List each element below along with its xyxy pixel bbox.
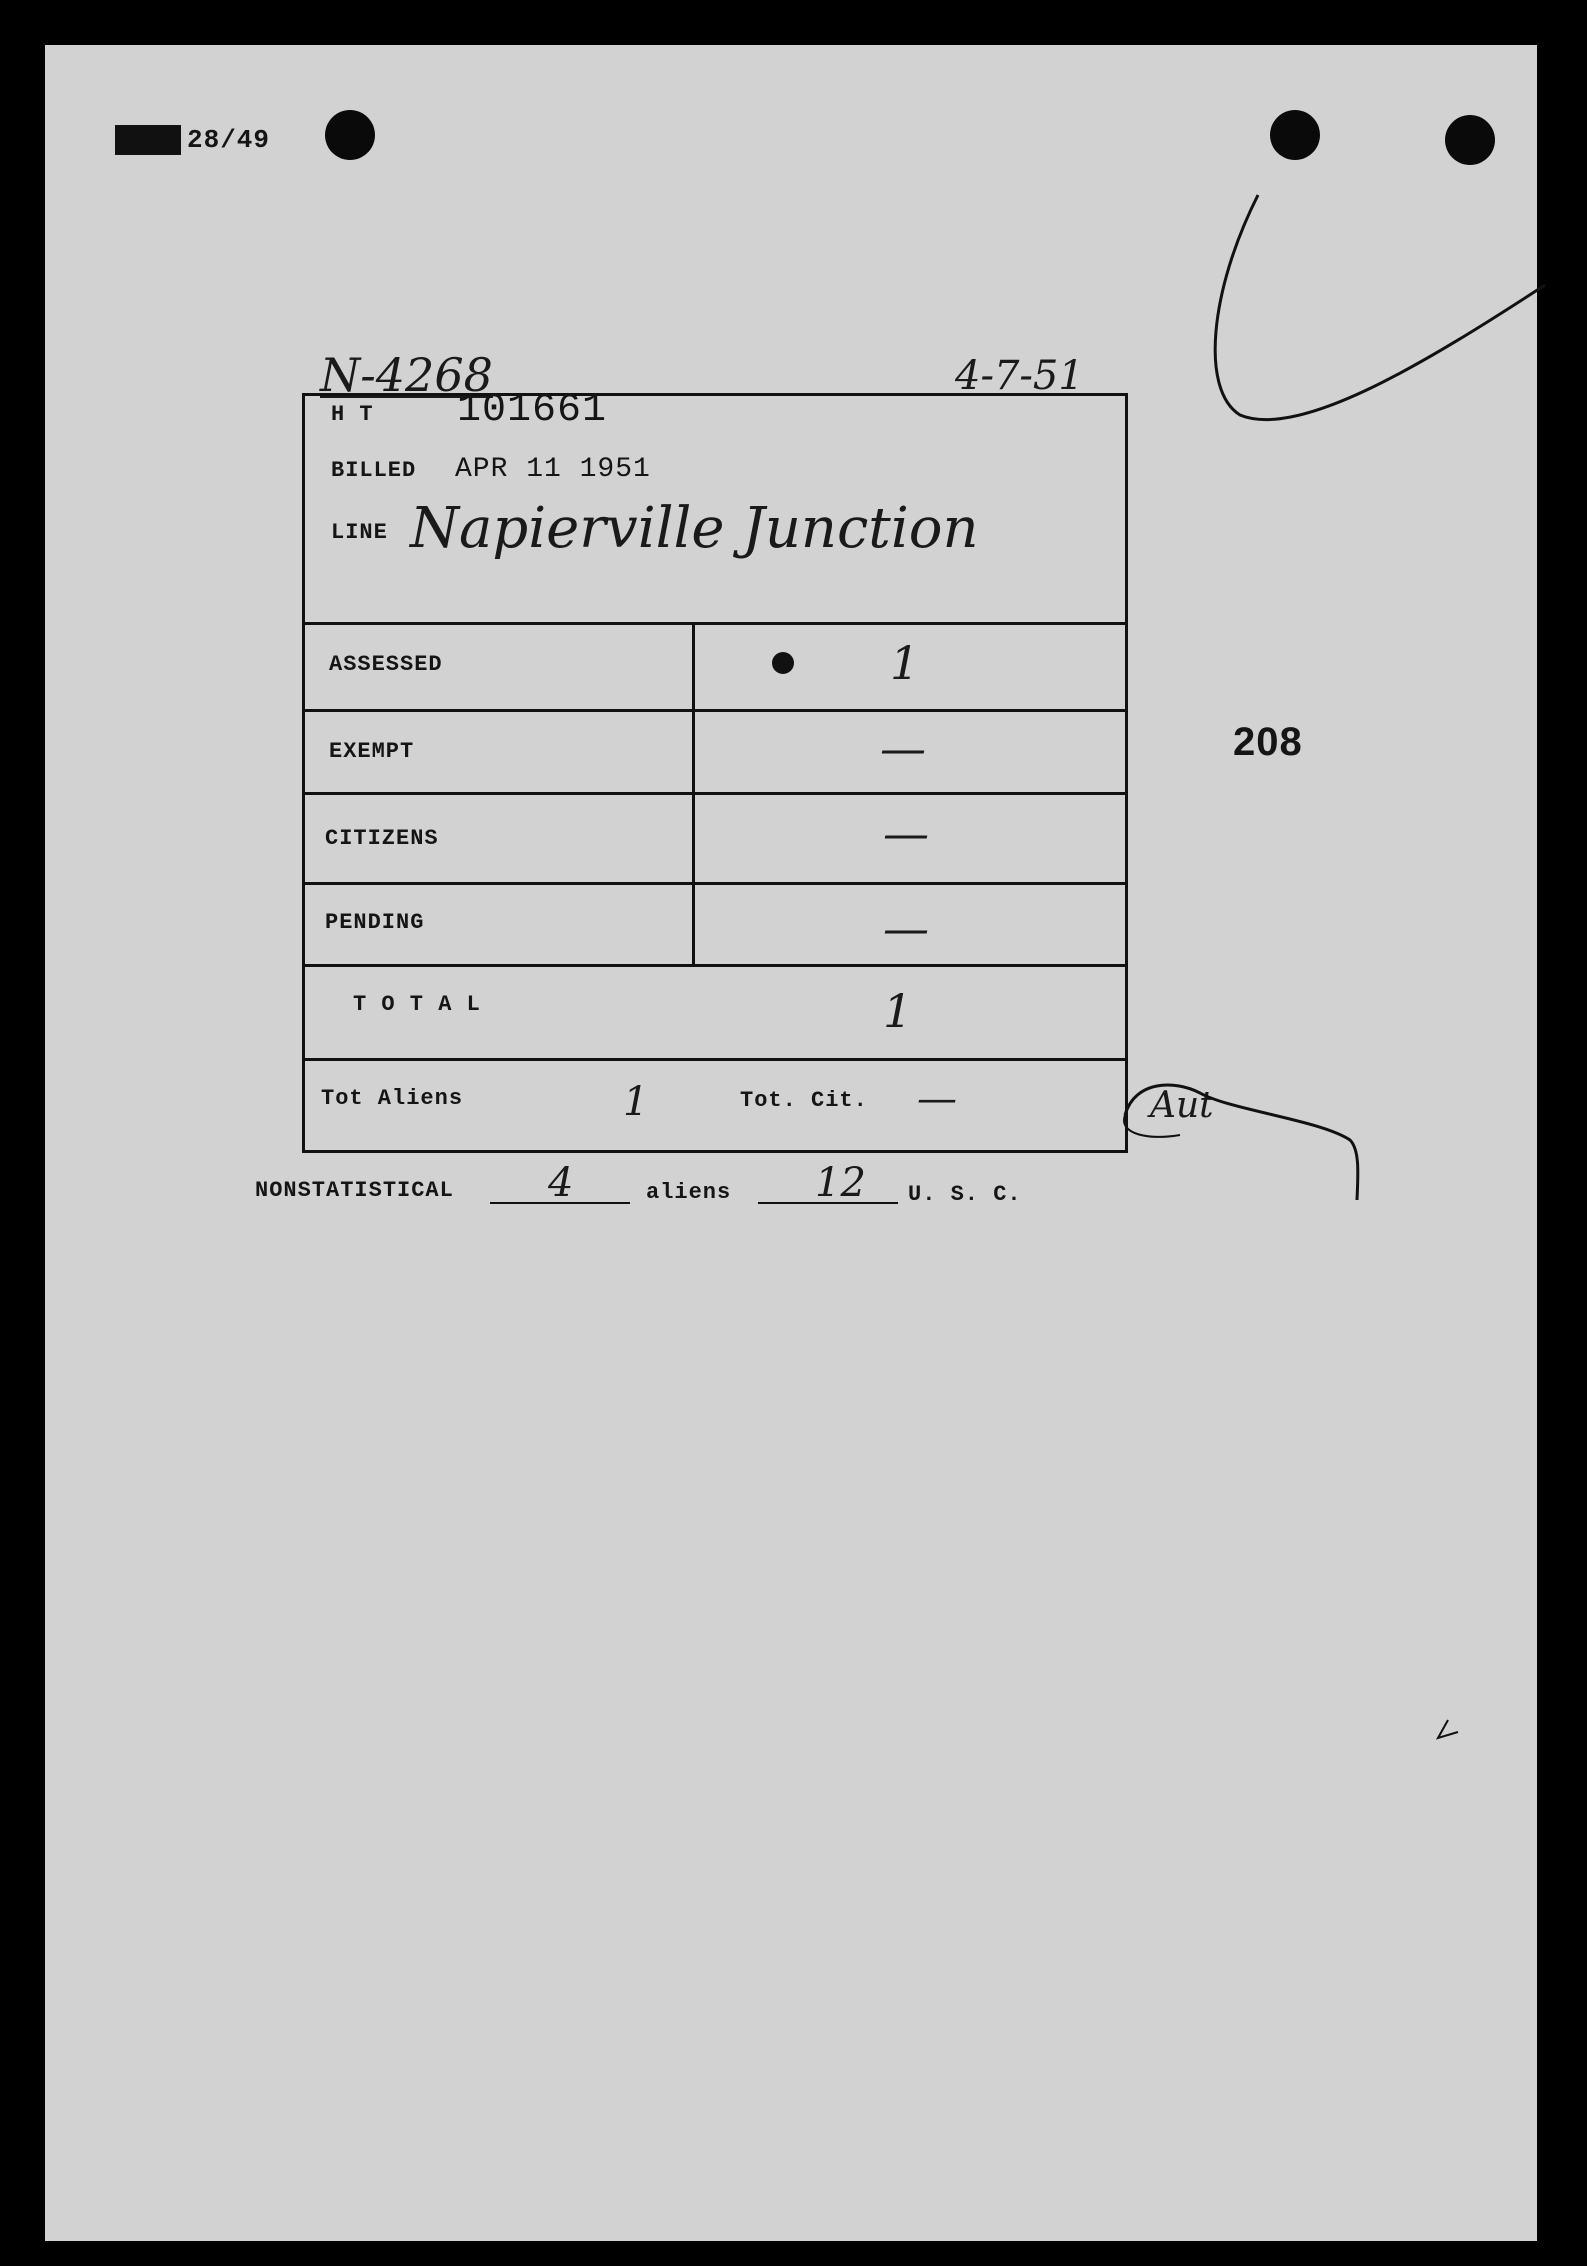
assessed-label: ASSESSED xyxy=(329,652,443,677)
pending-value: — xyxy=(883,901,929,955)
tot-aliens-value: 1 xyxy=(623,1079,649,1125)
assessed-value: 1 xyxy=(890,636,920,690)
document-date: 4-7-51 xyxy=(955,353,1084,399)
billed-label: BILLED xyxy=(331,458,417,483)
nonstat-usc-value: 12 xyxy=(815,1160,866,1206)
tot-cit-value: — xyxy=(917,1076,957,1122)
ht-number: 101661 xyxy=(457,388,608,433)
initials: Aut xyxy=(1150,1085,1214,1126)
tot-cit-label: Tot. Cit. xyxy=(740,1088,868,1113)
file-number: N-4268 xyxy=(320,348,493,402)
side-number: 208 xyxy=(1233,720,1303,764)
usc-label: U. S. C. xyxy=(908,1182,1022,1207)
nonstat-aliens-value: 4 xyxy=(548,1160,574,1206)
tot-aliens-label: Tot Aliens xyxy=(321,1086,464,1111)
total-value: 1 xyxy=(883,984,913,1038)
nonstat-label: NONSTATISTICAL xyxy=(255,1178,454,1203)
citizens-value: — xyxy=(883,806,929,860)
line-label: LINE xyxy=(331,520,388,545)
total-label: T O T A L xyxy=(353,992,481,1017)
exempt-value: — xyxy=(880,721,926,775)
billed-date-stamp: APR 11 1951 xyxy=(455,454,651,485)
exempt-label: EXEMPT xyxy=(329,739,415,764)
aliens-label: aliens xyxy=(646,1180,732,1205)
corner-stamp-text: 28/49 xyxy=(187,125,271,155)
citizens-label: CITIZENS xyxy=(325,826,439,851)
pending-label: PENDING xyxy=(325,910,425,935)
line-value: Napierville Junction xyxy=(410,496,979,561)
ht-label: H T xyxy=(331,402,374,427)
